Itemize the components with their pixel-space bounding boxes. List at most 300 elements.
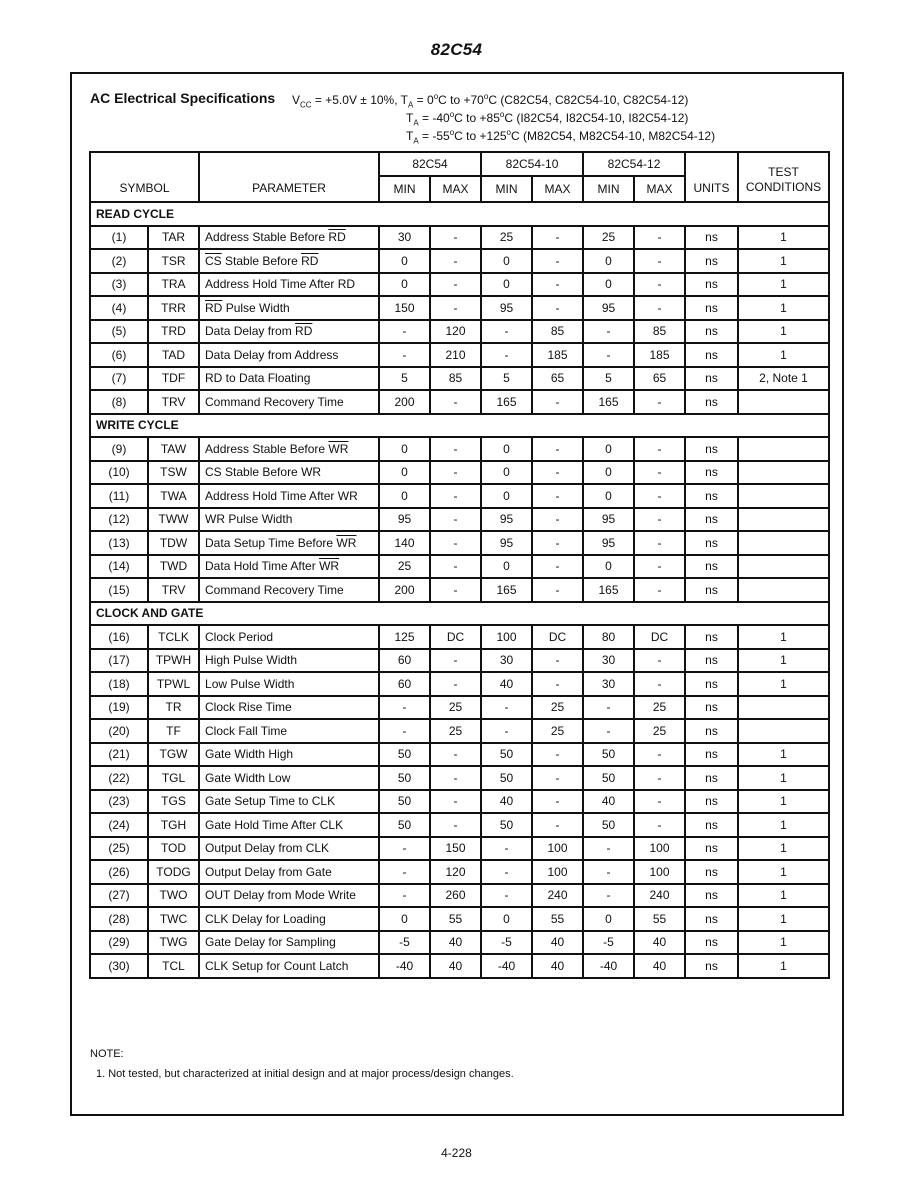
value-82c54-min: 5 bbox=[379, 367, 430, 391]
value-82c54-12-min: 50 bbox=[583, 813, 634, 837]
table-row bbox=[90, 813, 829, 837]
value-82c54-max: - bbox=[430, 555, 481, 579]
value-82c54-12-max: 55 bbox=[634, 907, 685, 931]
header-min: MIN bbox=[583, 176, 634, 202]
value-82c54-12-max: 100 bbox=[634, 837, 685, 861]
value-82c54-12-max: 25 bbox=[634, 696, 685, 720]
value-82c54-10-min: 0 bbox=[481, 555, 532, 579]
row-parameter bbox=[199, 696, 379, 720]
row-symbol: TWG bbox=[148, 931, 199, 955]
row-number: (13) bbox=[90, 531, 148, 555]
row-symbol: TDF bbox=[148, 367, 199, 391]
spec-title: AC Electrical Specifications bbox=[90, 90, 276, 106]
value-82c54-12-min: 0 bbox=[583, 907, 634, 931]
row-test-conditions: 1 bbox=[738, 672, 829, 696]
table-row bbox=[90, 672, 829, 696]
value-82c54-10-max: 40 bbox=[532, 954, 583, 978]
row-test-conditions: 1 bbox=[738, 296, 829, 320]
value-82c54-max: 120 bbox=[430, 320, 481, 344]
row-test-conditions: 2, Note 1 bbox=[738, 367, 829, 391]
parameter-text: Data Delay from bbox=[205, 324, 296, 339]
row-symbol: TWC bbox=[148, 907, 199, 931]
row-symbol: TWD bbox=[148, 555, 199, 579]
value-82c54-min: 60 bbox=[379, 649, 430, 673]
value-82c54-max: - bbox=[430, 484, 481, 508]
value-82c54-max: - bbox=[430, 461, 481, 485]
parameter-text: Data Hold Time After bbox=[205, 559, 320, 574]
value-82c54-12-max: - bbox=[634, 790, 685, 814]
row-number: (9) bbox=[90, 437, 148, 461]
value-82c54-10-min: 0 bbox=[481, 249, 532, 273]
row-test-conditions: 1 bbox=[738, 743, 829, 767]
row-symbol: TWO bbox=[148, 884, 199, 908]
table-row bbox=[90, 578, 829, 602]
table-row bbox=[90, 884, 829, 908]
ac-spec-table bbox=[89, 151, 830, 979]
value-82c54-12-max: 240 bbox=[634, 884, 685, 908]
condition-line-3: $T_A = -55^oC$ to $+125^oC$ (M82C54, M82C54-10, M82C54-12) bbox=[406, 128, 716, 146]
table-row bbox=[90, 390, 829, 414]
value-82c54-12-max: - bbox=[634, 649, 685, 673]
value-82c54-min: -5 bbox=[379, 931, 430, 955]
value-82c54-10-max: - bbox=[532, 226, 583, 250]
row-parameter bbox=[199, 672, 379, 696]
value-82c54-10-min: - bbox=[481, 837, 532, 861]
header-min: MIN bbox=[379, 176, 430, 202]
value-82c54-10-min: 100 bbox=[481, 625, 532, 649]
value-82c54-max: - bbox=[430, 766, 481, 790]
row-symbol: TAR bbox=[148, 226, 199, 250]
row-symbol: TRV bbox=[148, 578, 199, 602]
value-82c54-10-min: - bbox=[481, 696, 532, 720]
value-82c54-max: - bbox=[430, 531, 481, 555]
parameter-text: OUT Delay from Mode Write bbox=[205, 888, 356, 903]
row-number: (16) bbox=[90, 625, 148, 649]
value-82c54-10-max: 185 bbox=[532, 343, 583, 367]
value-82c54-10-max: - bbox=[532, 296, 583, 320]
value-82c54-min: 50 bbox=[379, 790, 430, 814]
row-units: ns bbox=[685, 954, 738, 978]
parameter-text: Clock Period bbox=[205, 629, 274, 644]
row-number: (29) bbox=[90, 931, 148, 955]
row-test-conditions bbox=[738, 578, 829, 602]
header-max: MAX bbox=[634, 176, 685, 202]
row-test-conditions bbox=[738, 508, 829, 532]
value-82c54-12-max: - bbox=[634, 508, 685, 532]
table-row bbox=[90, 649, 829, 673]
value-82c54-10-min: 0 bbox=[481, 461, 532, 485]
row-units: ns bbox=[685, 743, 738, 767]
value-82c54-12-min: - bbox=[583, 884, 634, 908]
value-82c54-10-max: - bbox=[532, 484, 583, 508]
table-row bbox=[90, 273, 829, 297]
row-parameter bbox=[199, 296, 379, 320]
value-82c54-12-min: -40 bbox=[583, 954, 634, 978]
row-test-conditions: 1 bbox=[738, 954, 829, 978]
value-82c54-10-min: 5 bbox=[481, 367, 532, 391]
value-82c54-12-max: 40 bbox=[634, 931, 685, 955]
row-parameter bbox=[199, 790, 379, 814]
parameter-text: Output Delay from Gate bbox=[205, 864, 332, 879]
value-82c54-10-max: - bbox=[532, 555, 583, 579]
value-82c54-10-min: 50 bbox=[481, 813, 532, 837]
row-number: (21) bbox=[90, 743, 148, 767]
parameter-text: Gate Delay for Sampling bbox=[205, 935, 336, 950]
table-row bbox=[90, 860, 829, 884]
row-test-conditions: 1 bbox=[738, 907, 829, 931]
value-82c54-12-min: - bbox=[583, 343, 634, 367]
row-test-conditions: 1 bbox=[738, 813, 829, 837]
row-number: (15) bbox=[90, 578, 148, 602]
row-parameter bbox=[199, 578, 379, 602]
parameter-text: Stable Before bbox=[221, 253, 302, 268]
value-82c54-max: 150 bbox=[430, 837, 481, 861]
value-82c54-min: 0 bbox=[379, 437, 430, 461]
header-group-82c54-10: 82C54-10 bbox=[481, 152, 583, 176]
value-82c54-max: - bbox=[430, 790, 481, 814]
row-parameter bbox=[199, 390, 379, 414]
value-82c54-min: 50 bbox=[379, 766, 430, 790]
table-row bbox=[90, 320, 829, 344]
section-row bbox=[90, 602, 829, 626]
value-82c54-max: 25 bbox=[430, 719, 481, 743]
value-82c54-10-max: 85 bbox=[532, 320, 583, 344]
parameter-text: CS Stable Before WR bbox=[205, 465, 322, 480]
value-82c54-12-max: - bbox=[634, 461, 685, 485]
value-82c54-12-min: 165 bbox=[583, 578, 634, 602]
value-82c54-12-min: 40 bbox=[583, 790, 634, 814]
value-82c54-10-min: 95 bbox=[481, 531, 532, 555]
row-number: (14) bbox=[90, 555, 148, 579]
value-82c54-12-max: - bbox=[634, 273, 685, 297]
value-82c54-12-min: 30 bbox=[583, 672, 634, 696]
value-82c54-12-min: 30 bbox=[583, 649, 634, 673]
active-low-signal: $\overline{WR}$ bbox=[328, 441, 349, 456]
value-82c54-10-max: 240 bbox=[532, 884, 583, 908]
row-parameter bbox=[199, 461, 379, 485]
row-number: (23) bbox=[90, 790, 148, 814]
value-82c54-10-max: - bbox=[532, 790, 583, 814]
row-symbol: TRD bbox=[148, 320, 199, 344]
table-row bbox=[90, 484, 829, 508]
document-title: 82C54 bbox=[430, 40, 483, 59]
table-row bbox=[90, 296, 829, 320]
row-test-conditions bbox=[738, 531, 829, 555]
value-82c54-10-max: 25 bbox=[532, 696, 583, 720]
value-82c54-min: 200 bbox=[379, 390, 430, 414]
row-parameter bbox=[199, 931, 379, 955]
header-group-82c54-12: 82C54-12 bbox=[583, 152, 685, 176]
row-units: ns bbox=[685, 390, 738, 414]
row-parameter bbox=[199, 226, 379, 250]
parameter-text: Low Pulse Width bbox=[205, 676, 295, 691]
value-82c54-max: - bbox=[430, 226, 481, 250]
row-parameter bbox=[199, 320, 379, 344]
row-parameter bbox=[199, 437, 379, 461]
row-symbol: TODG bbox=[148, 860, 199, 884]
row-symbol: TOD bbox=[148, 837, 199, 861]
value-82c54-min: - bbox=[379, 884, 430, 908]
value-82c54-12-min: 50 bbox=[583, 743, 634, 767]
active-low-signal: $\overline{CS}$ bbox=[205, 253, 222, 268]
value-82c54-12-max: - bbox=[634, 813, 685, 837]
table-row bbox=[90, 367, 829, 391]
parameter-text: Gate Width Low bbox=[205, 770, 291, 785]
value-82c54-10-max: - bbox=[532, 672, 583, 696]
value-82c54-10-max: - bbox=[532, 273, 583, 297]
row-units: ns bbox=[685, 249, 738, 273]
value-82c54-10-max: - bbox=[532, 813, 583, 837]
value-82c54-12-min: 80 bbox=[583, 625, 634, 649]
table-row bbox=[90, 508, 829, 532]
row-units: ns bbox=[685, 296, 738, 320]
row-test-conditions: 1 bbox=[738, 343, 829, 367]
value-82c54-10-max: - bbox=[532, 531, 583, 555]
row-test-conditions: 1 bbox=[738, 625, 829, 649]
parameter-text: Data Delay from Address bbox=[205, 347, 339, 362]
value-82c54-10-min: 0 bbox=[481, 907, 532, 931]
row-units: ns bbox=[685, 884, 738, 908]
row-symbol: TGL bbox=[148, 766, 199, 790]
value-82c54-10-min: -5 bbox=[481, 931, 532, 955]
row-units: ns bbox=[685, 437, 738, 461]
value-82c54-max: - bbox=[430, 296, 481, 320]
table-row bbox=[90, 625, 829, 649]
value-82c54-10-min: - bbox=[481, 719, 532, 743]
row-parameter bbox=[199, 625, 379, 649]
value-82c54-min: 200 bbox=[379, 578, 430, 602]
row-number: (24) bbox=[90, 813, 148, 837]
header-units: UNITS bbox=[685, 152, 738, 202]
value-82c54-max: - bbox=[430, 743, 481, 767]
row-test-conditions bbox=[738, 696, 829, 720]
parameter-text: High Pulse Width bbox=[205, 653, 298, 668]
row-parameter bbox=[199, 367, 379, 391]
row-units: ns bbox=[685, 672, 738, 696]
value-82c54-10-min: 165 bbox=[481, 390, 532, 414]
row-number: (12) bbox=[90, 508, 148, 532]
value-82c54-12-max: 65 bbox=[634, 367, 685, 391]
row-parameter bbox=[199, 860, 379, 884]
value-82c54-12-min: - bbox=[583, 320, 634, 344]
row-units: ns bbox=[685, 555, 738, 579]
value-82c54-12-min: -5 bbox=[583, 931, 634, 955]
row-symbol: TF bbox=[148, 719, 199, 743]
parameter-text: CLK Delay for Loading bbox=[205, 911, 326, 926]
value-82c54-12-max: - bbox=[634, 766, 685, 790]
row-symbol: TRA bbox=[148, 273, 199, 297]
table-row bbox=[90, 907, 829, 931]
row-number: (26) bbox=[90, 860, 148, 884]
value-82c54-12-min: 0 bbox=[583, 249, 634, 273]
row-symbol: TCL bbox=[148, 954, 199, 978]
value-82c54-max: 260 bbox=[430, 884, 481, 908]
value-82c54-max: 55 bbox=[430, 907, 481, 931]
note-heading: NOTE: bbox=[90, 1048, 124, 1060]
value-82c54-12-min: 0 bbox=[583, 437, 634, 461]
parameter-text: Gate Hold Time After CLK bbox=[205, 817, 344, 832]
parameter-text: Command Recovery Time bbox=[205, 582, 344, 597]
value-82c54-max: - bbox=[430, 672, 481, 696]
table-row bbox=[90, 954, 829, 978]
value-82c54-min: 30 bbox=[379, 226, 430, 250]
value-82c54-10-max: 100 bbox=[532, 860, 583, 884]
parameter-text: Command Recovery Time bbox=[205, 394, 344, 409]
row-parameter bbox=[199, 766, 379, 790]
value-82c54-12-max: - bbox=[634, 743, 685, 767]
header-max: MAX bbox=[430, 176, 481, 202]
header-test-conditions: TEST CONDITIONS bbox=[738, 152, 829, 202]
value-82c54-min: 150 bbox=[379, 296, 430, 320]
value-82c54-max: - bbox=[430, 813, 481, 837]
row-symbol: TRR bbox=[148, 296, 199, 320]
parameter-text: Gate Width High bbox=[205, 747, 294, 762]
row-units: ns bbox=[685, 320, 738, 344]
row-parameter bbox=[199, 813, 379, 837]
row-test-conditions: 1 bbox=[738, 320, 829, 344]
value-82c54-10-min: - bbox=[481, 884, 532, 908]
row-units: ns bbox=[685, 931, 738, 955]
row-parameter bbox=[199, 555, 379, 579]
value-82c54-10-max: - bbox=[532, 508, 583, 532]
row-symbol: TWW bbox=[148, 508, 199, 532]
value-82c54-10-max: 25 bbox=[532, 719, 583, 743]
row-test-conditions bbox=[738, 437, 829, 461]
table-row bbox=[90, 766, 829, 790]
value-82c54-min: - bbox=[379, 320, 430, 344]
row-number: (18) bbox=[90, 672, 148, 696]
row-units: ns bbox=[685, 531, 738, 555]
row-parameter bbox=[199, 249, 379, 273]
table-row bbox=[90, 437, 829, 461]
row-test-conditions bbox=[738, 719, 829, 743]
row-parameter bbox=[199, 273, 379, 297]
table-row bbox=[90, 790, 829, 814]
value-82c54-10-min: 30 bbox=[481, 649, 532, 673]
value-82c54-12-max: 185 bbox=[634, 343, 685, 367]
row-number: (30) bbox=[90, 954, 148, 978]
row-symbol: TAW bbox=[148, 437, 199, 461]
value-82c54-min: - bbox=[379, 343, 430, 367]
value-82c54-12-min: 0 bbox=[583, 273, 634, 297]
row-symbol: TSR bbox=[148, 249, 199, 273]
section-row bbox=[90, 414, 829, 438]
section-title: CLOCK AND GATE bbox=[90, 602, 829, 626]
row-units: ns bbox=[685, 837, 738, 861]
value-82c54-min: 50 bbox=[379, 813, 430, 837]
value-82c54-min: 60 bbox=[379, 672, 430, 696]
row-parameter bbox=[199, 884, 379, 908]
table-row bbox=[90, 226, 829, 250]
row-number: (27) bbox=[90, 884, 148, 908]
row-units: ns bbox=[685, 625, 738, 649]
row-units: ns bbox=[685, 343, 738, 367]
row-symbol: TGS bbox=[148, 790, 199, 814]
value-82c54-max: - bbox=[430, 508, 481, 532]
row-units: ns bbox=[685, 860, 738, 884]
value-82c54-10-min: 0 bbox=[481, 273, 532, 297]
value-82c54-10-max: - bbox=[532, 766, 583, 790]
value-82c54-min: - bbox=[379, 837, 430, 861]
value-82c54-12-max: - bbox=[634, 555, 685, 579]
header-group-82c54: 82C54 bbox=[379, 152, 481, 176]
value-82c54-10-min: 40 bbox=[481, 790, 532, 814]
value-82c54-10-max: - bbox=[532, 578, 583, 602]
value-82c54-12-min: - bbox=[583, 696, 634, 720]
row-units: ns bbox=[685, 367, 738, 391]
value-82c54-12-max: - bbox=[634, 437, 685, 461]
value-82c54-min: 0 bbox=[379, 907, 430, 931]
value-82c54-min: 140 bbox=[379, 531, 430, 555]
row-parameter bbox=[199, 743, 379, 767]
header-min: MIN bbox=[481, 176, 532, 202]
header-parameter: PARAMETER bbox=[199, 152, 379, 202]
row-symbol: TDW bbox=[148, 531, 199, 555]
row-symbol: TPWH bbox=[148, 649, 199, 673]
value-82c54-min: 0 bbox=[379, 484, 430, 508]
row-units: ns bbox=[685, 696, 738, 720]
value-82c54-12-min: - bbox=[583, 860, 634, 884]
row-units: ns bbox=[685, 226, 738, 250]
value-82c54-10-max: - bbox=[532, 461, 583, 485]
value-82c54-min: 0 bbox=[379, 273, 430, 297]
section-title: READ CYCLE bbox=[90, 202, 829, 226]
value-82c54-max: - bbox=[430, 437, 481, 461]
value-82c54-10-max: 40 bbox=[532, 931, 583, 955]
row-parameter bbox=[199, 719, 379, 743]
value-82c54-12-min: - bbox=[583, 719, 634, 743]
value-82c54-10-min: -40 bbox=[481, 954, 532, 978]
value-82c54-10-min: 50 bbox=[481, 743, 532, 767]
value-82c54-10-max: - bbox=[532, 743, 583, 767]
value-82c54-min: - bbox=[379, 860, 430, 884]
row-symbol: TWA bbox=[148, 484, 199, 508]
value-82c54-max: 210 bbox=[430, 343, 481, 367]
row-test-conditions: 1 bbox=[738, 837, 829, 861]
row-symbol: TGW bbox=[148, 743, 199, 767]
value-82c54-12-max: 85 bbox=[634, 320, 685, 344]
row-number: (6) bbox=[90, 343, 148, 367]
active-low-signal: $\overline{RD}$ bbox=[205, 300, 223, 315]
row-number: (10) bbox=[90, 461, 148, 485]
row-number: (3) bbox=[90, 273, 148, 297]
value-82c54-10-min: - bbox=[481, 343, 532, 367]
value-82c54-12-max: - bbox=[634, 531, 685, 555]
value-82c54-10-min: 25 bbox=[481, 226, 532, 250]
header-max: MAX bbox=[532, 176, 583, 202]
row-units: ns bbox=[685, 766, 738, 790]
value-82c54-max: - bbox=[430, 578, 481, 602]
table-row bbox=[90, 837, 829, 861]
row-parameter bbox=[199, 954, 379, 978]
active-low-signal: $\overline{WR}$ bbox=[336, 535, 357, 550]
value-82c54-min: 125 bbox=[379, 625, 430, 649]
value-82c54-12-min: 0 bbox=[583, 555, 634, 579]
row-number: (20) bbox=[90, 719, 148, 743]
table-row bbox=[90, 743, 829, 767]
value-82c54-10-max: - bbox=[532, 649, 583, 673]
row-number: (1) bbox=[90, 226, 148, 250]
row-number: (2) bbox=[90, 249, 148, 273]
value-82c54-10-min: 0 bbox=[481, 484, 532, 508]
value-82c54-10-min: 165 bbox=[481, 578, 532, 602]
value-82c54-12-min: 0 bbox=[583, 484, 634, 508]
value-82c54-10-max: - bbox=[532, 390, 583, 414]
row-symbol: TRV bbox=[148, 390, 199, 414]
row-parameter bbox=[199, 907, 379, 931]
value-82c54-12-max: - bbox=[634, 390, 685, 414]
row-parameter bbox=[199, 508, 379, 532]
